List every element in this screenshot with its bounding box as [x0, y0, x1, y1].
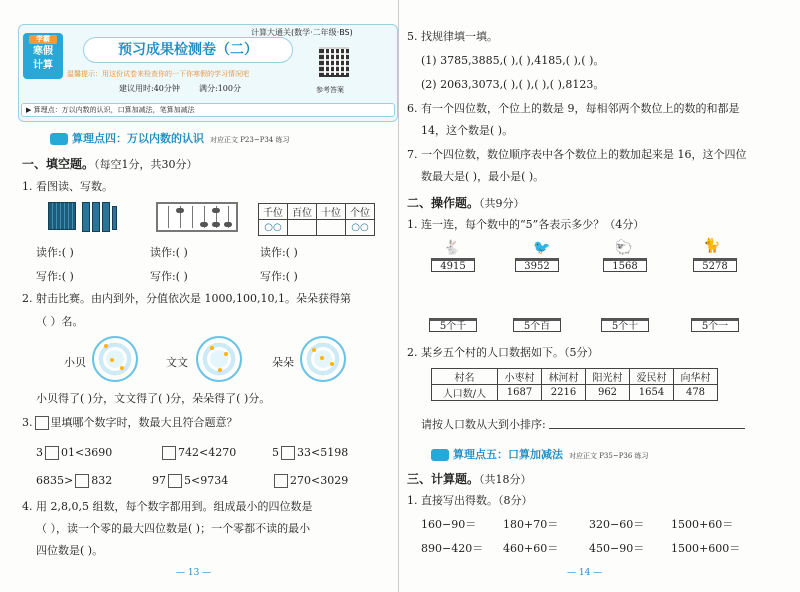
q7-line1: 7. 一个四位数，数位顺序表中各个数位上的数加起来是 16，这个四位 [407, 148, 747, 161]
table-header: 阳光村 [586, 369, 630, 385]
calc-item[interactable]: 1500+60＝ [671, 518, 734, 531]
answer-card[interactable]: 5个十 [601, 318, 649, 332]
page-number: — 14 — [567, 568, 603, 578]
place-header: 个位 [346, 204, 375, 220]
bird-icon: 🐦 [533, 240, 551, 256]
answer-box[interactable] [45, 446, 59, 460]
op2-label: 2. 某乡五个村的人口数据如下。（5分） [407, 346, 599, 359]
table-header: 向华村 [674, 369, 718, 385]
number-card[interactable]: 1568 [603, 258, 647, 272]
section-note: 对应正文 P35~P36 练习 [569, 452, 649, 460]
write-blank-3[interactable]: 写作:( ) [260, 270, 298, 283]
calc-label: 1. 直接写出得数。（8分） [407, 494, 533, 507]
section-four-title: 算理点四：万以内数的认识 对应正文 P23~P34 练习 [50, 130, 290, 146]
answer-card[interactable]: 5个千 [429, 318, 477, 332]
time-text: 建议用时:40分钟 [119, 84, 180, 93]
answer-box[interactable] [168, 474, 182, 488]
q3-item: 270<3029 [272, 474, 348, 488]
right-page [398, 0, 800, 592]
table-cell: 人口数/人 [432, 385, 498, 401]
q5-label: 5. 找规律填一填。 [407, 30, 498, 43]
number-card[interactable]: 4915 [431, 258, 475, 272]
brand-line2: 计算 [33, 60, 53, 71]
q3-item: 3 01<3690 [36, 446, 113, 459]
number-card[interactable]: 3952 [515, 258, 559, 272]
scope-bar: ▶ 算理点：万以内数的认识，口算加减法，笔算加减法 [21, 103, 395, 117]
player-name: 小贝 [64, 356, 86, 369]
table-header: 爱民村 [630, 369, 674, 385]
read-blank-3[interactable]: 读作:( ) [260, 246, 298, 259]
calc-item[interactable]: 450−90＝ [589, 542, 645, 555]
calc-item[interactable]: 320−60＝ [589, 518, 645, 531]
q6-line1: 6. 有一个四位数，个位上的数是 9，每相邻两个数位上的数的和都是 [407, 102, 740, 115]
table-cell: 1654 [630, 385, 674, 401]
rabbit-icon: 🐇 [443, 240, 461, 256]
calc-item[interactable]: 160−90＝ [421, 518, 477, 531]
player-name: 朵朵 [272, 356, 294, 369]
table-header: 小枣村 [498, 369, 542, 385]
answer-box[interactable] [281, 446, 295, 460]
part-three-heading: 三、计算题。（共18分） [407, 472, 532, 486]
calc-item[interactable]: 180+70＝ [503, 518, 559, 531]
q1-label: 1. 看图读、写数。 [22, 180, 113, 193]
q3-label: 3. 里填哪个数字时，数最大且符合题意？ [22, 416, 238, 429]
op1-label: 1. 连一连，每个数中的“5”各表示多少？（4分） [407, 218, 645, 231]
q4-line3[interactable]: 四位数是( )。 [36, 544, 104, 557]
brand-logo [23, 33, 63, 79]
part-one-heading: 一、填空题。（每空1分，共30分） [22, 157, 198, 171]
abacus-figure [156, 202, 238, 232]
q5-line1[interactable]: (1) 3785,3885,( ),( ),4185,( ),( )。 [421, 54, 605, 67]
sort-answer-line[interactable] [549, 428, 745, 429]
q4-line1: 4. 用 2,8,0,5 组数，每个数字都用到。组成最小的四位数是 [22, 500, 313, 513]
tip-text: 温馨提示：用这份试卷来检查你的一下你寒假的学习情况吧 [67, 70, 249, 78]
section-five-title: 算理点五：口算加减法 对应正文 P35~P36 练习 [431, 446, 649, 462]
answer-card[interactable]: 5个一 [691, 318, 739, 332]
test-title: 预习成果检测卷（二） [83, 37, 293, 63]
calc-item[interactable]: 890−420＝ [421, 542, 484, 555]
population-table [431, 368, 718, 401]
table-header: 村名 [432, 369, 498, 385]
series-label: 计算大通关(数学·二年级·BS) [251, 28, 353, 37]
brand-line1: 寒假 [33, 46, 53, 57]
target-icon [92, 336, 138, 382]
place-header: 十位 [317, 204, 346, 220]
q2-line1: 2. 射击比赛。由内到外，分值依次是 1000,100,10,1。朵朵获得第 [22, 292, 351, 305]
sort-prompt: 请按人口数从大到小排序: [421, 418, 546, 431]
q7-line2[interactable]: 数最大是( )，最小是( )。 [421, 170, 545, 183]
q2-rank-blank[interactable]: （ ）名。 [36, 315, 84, 328]
q5-line2[interactable]: (2) 2063,3073,( ),( ),( ),( ),8123。 [421, 78, 605, 91]
cat-icon: 🐈 [703, 238, 721, 254]
table-row [432, 385, 718, 401]
q3-item: 97 5<9734 [152, 474, 229, 487]
number-card[interactable]: 5278 [693, 258, 737, 272]
q3-item: 5 33<5198 [272, 446, 349, 459]
answer-card[interactable]: 5个百 [513, 318, 561, 332]
brand-tag: 学霸 [29, 35, 57, 44]
read-blank-2[interactable]: 读作:( ) [150, 246, 188, 259]
answer-box[interactable] [75, 474, 89, 488]
test-header [18, 24, 398, 122]
answer-box[interactable] [35, 416, 49, 430]
answer-label: 参考答案 [316, 86, 344, 94]
write-blank-1[interactable]: 写作:( ) [36, 270, 74, 283]
q6-line2[interactable]: 14，这个数是( )。 [421, 124, 514, 137]
section-icon [50, 133, 68, 145]
place-header: 千位 [259, 204, 288, 220]
read-blank-1[interactable]: 读作:( ) [36, 246, 74, 259]
part-two-heading: 二、操作题。（共9分） [407, 196, 525, 210]
score-text: 满分:100分 [199, 84, 241, 93]
player-name: 文文 [166, 356, 188, 369]
left-page [0, 0, 398, 592]
answer-box[interactable] [162, 446, 176, 460]
write-blank-2[interactable]: 写作:( ) [150, 270, 188, 283]
section-icon [431, 449, 449, 461]
table-cell: 1687 [498, 385, 542, 401]
q2-score-blanks[interactable]: 小贝得了( )分，文文得了( )分，朵朵得了( )分。 [36, 392, 271, 405]
sheep-icon: 🐑 [615, 240, 633, 256]
answer-box[interactable] [274, 474, 288, 488]
table-header-row [432, 369, 718, 385]
target-icon [196, 336, 242, 382]
calc-item[interactable]: 1500+600＝ [671, 542, 741, 555]
table-header: 林河村 [542, 369, 586, 385]
q3-item: 6835> 832 [36, 474, 113, 487]
calc-item[interactable]: 460+60＝ [503, 542, 559, 555]
q4-line2[interactable]: （ ），读一个零的最大四位数是( )；一个零都不读的最小 [36, 522, 311, 535]
place-header: 百位 [288, 204, 317, 220]
place-value-table: 千位 百位 十位 个位 ○○ ○○ [258, 203, 375, 236]
table-cell: 962 [586, 385, 630, 401]
q3-item: 742<4270 [160, 446, 236, 460]
page-number: — 13 — [176, 568, 212, 578]
section-note: 对应正文 P23~P34 练习 [210, 136, 290, 144]
table-cell: 2216 [542, 385, 586, 401]
table-cell: 478 [674, 385, 718, 401]
